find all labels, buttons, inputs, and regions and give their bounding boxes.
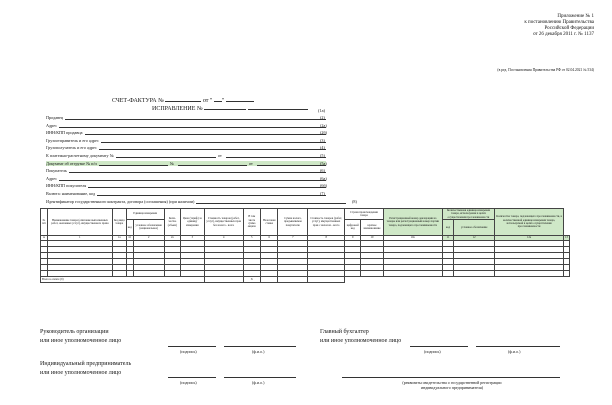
- field-line[interactable]: [97, 191, 326, 196]
- caption-sign-2: (подпись): [424, 349, 441, 354]
- field-line[interactable]: [196, 199, 346, 204]
- caption-fio-3: (ф.и.о.): [252, 380, 265, 385]
- head-label: Руководитель организации: [40, 329, 109, 335]
- th-origin: Страна происхождения товара: [345, 209, 384, 220]
- appendix-header: [524, 14, 594, 38]
- field-row: [46, 123, 326, 128]
- field-row: [46, 183, 326, 188]
- col-number: 2а: [164, 235, 180, 240]
- col-number: 10а: [383, 235, 442, 240]
- field-row: [46, 176, 326, 181]
- field-line[interactable]: [65, 115, 326, 120]
- col-number: 6: [260, 235, 278, 240]
- invoice-from: от ": [202, 98, 213, 104]
- field-label: Грузополучатель и его адрес: [46, 145, 97, 151]
- field-line[interactable]: [116, 153, 216, 158]
- th-rate: Налоговая ставка: [260, 209, 278, 236]
- th-unit-name: условное обозначение (национальное): [133, 219, 164, 235]
- cert-line2: индивидуального предпринимателя): [420, 385, 484, 390]
- correction-title: [152, 106, 308, 112]
- invoice-label: СЧЕТ-ФАКТУРА №: [112, 98, 164, 104]
- field-line[interactable]: [85, 130, 327, 135]
- field-code: (2а): [320, 122, 327, 128]
- col-number: 1б: [126, 235, 133, 240]
- th-price: Цена (тариф) за единицу измерения: [180, 209, 204, 236]
- col-number: 13: [565, 236, 568, 240]
- field-code: (5а): [320, 160, 327, 166]
- col-number: 4: [204, 235, 243, 240]
- entrepreneur-label: Индивидуальный предприниматель: [40, 361, 132, 367]
- col-number: 1: [47, 235, 112, 240]
- field-row: [46, 153, 326, 158]
- th-origin-name: краткое наименование: [361, 219, 384, 235]
- field-mid2: от: [249, 160, 253, 166]
- field-row: [46, 145, 326, 150]
- field-label: Адрес: [46, 175, 58, 181]
- accountant-label: Главный бухгалтер: [320, 329, 369, 335]
- field-row: [46, 191, 326, 196]
- appendix-line: Российской Федерации: [544, 26, 594, 31]
- col-number: 12: [454, 235, 495, 240]
- field-label: Адрес: [46, 122, 58, 128]
- th-customs: Регистрационный номер декларации на товары или регистрационный номер партии товара, подлежащего прослеживаемости: [383, 209, 442, 236]
- col-number: 11: [442, 235, 454, 240]
- th-trace-unit: Количественная единица измерения товара, используемая в целях осуществления прослеживаемости: [442, 209, 494, 220]
- th-trace-name: условное обозначение: [454, 219, 495, 235]
- caption-sign: (подпись): [180, 349, 197, 354]
- field-mid: №: [169, 160, 174, 166]
- field-label: ИНН/КПП продавца: [46, 130, 83, 136]
- field-line[interactable]: [178, 161, 247, 166]
- accountant-signature: [320, 328, 401, 346]
- field-line[interactable]: [99, 161, 168, 166]
- field-line[interactable]: [59, 123, 326, 128]
- edition-note: (в ред. Постановления Правительства РФ от 02.04.2021 № 534): [497, 68, 594, 72]
- field-label: Идентификатор государственного контракта, договора (соглашения) (при наличии): [46, 198, 195, 204]
- caption-fio-2: (ф.и.о.): [508, 349, 521, 354]
- field-code: (2б): [320, 130, 328, 136]
- field-row: [46, 115, 326, 120]
- field-line[interactable]: [69, 168, 326, 173]
- th-kind: Код вида товара: [112, 209, 126, 236]
- col-number: 5: [243, 235, 260, 240]
- th-trace-qty: Количество товара, подлежащего прослеживаемости, в количественной единице измерения товара, используемой в целях осуществления прослеживаемости: [495, 209, 564, 236]
- accountant-label2: или иное уполномоченное лицо: [320, 338, 402, 344]
- entrepreneur-label2: или иное уполномоченное лицо: [40, 370, 122, 376]
- th-trace-code: код: [442, 219, 454, 235]
- correction-label: ИСПРАВЛЕНИЕ №: [152, 106, 203, 112]
- th-cost-tax: Стоимость товаров (работ, услуг), имущественных прав с налогом - всего: [308, 209, 345, 236]
- field-code: (6б): [320, 183, 328, 189]
- appendix-line: Приложение № 1: [557, 14, 594, 19]
- field-line[interactable]: [99, 145, 326, 150]
- th-unit-code: код: [126, 219, 133, 235]
- th-cost: Стоимость товаров (работ, услуг), имущественных прав без налога - всего: [204, 209, 243, 236]
- field-code: (4): [320, 145, 325, 151]
- field-code: (6): [320, 168, 325, 174]
- col-number: 10: [361, 235, 384, 240]
- field-code: (6а): [320, 175, 327, 181]
- field-label: Грузоотправитель и его адрес: [46, 137, 99, 143]
- field-row: [46, 130, 326, 135]
- head-signature: [40, 328, 121, 346]
- th-name: Наименование товара (описание выполненных работ, оказанных услуг), имущественного права: [47, 209, 112, 236]
- field-row: [46, 161, 326, 166]
- th-num: № п/п: [41, 209, 48, 236]
- field-line[interactable]: [226, 153, 326, 158]
- field-label: ИНН/КПП покупателя: [46, 183, 87, 189]
- invoice-title: СЧЕТ-ФАКТУРА № от " ": [112, 98, 254, 104]
- field-code: (7): [320, 191, 325, 196]
- field-line[interactable]: [257, 161, 326, 166]
- th-qty: Коли-чество (объем): [164, 209, 180, 236]
- field-label: Покупатель: [46, 168, 67, 174]
- col-number: 12а: [495, 235, 564, 240]
- th-excise: В том числе сумма акциза: [243, 209, 260, 236]
- caption-sign-3: (подпись): [180, 380, 197, 385]
- appendix-line: от 26 декабря 2011 г. № 1137: [533, 32, 594, 37]
- correction-code: (1а): [318, 108, 326, 113]
- field-row: [46, 168, 326, 173]
- col-number: А: [41, 235, 48, 240]
- th-origin-code: цифровой код: [345, 219, 361, 235]
- col-number: 7: [278, 235, 308, 240]
- cert-caption: [372, 380, 532, 390]
- field-line[interactable]: [88, 183, 326, 188]
- th-tax: Сумма налога, предъявляемая покупателю: [278, 209, 308, 236]
- total-label: Всего к оплате (9): [41, 276, 205, 282]
- field-code: (3): [320, 137, 325, 143]
- col-number: 8: [308, 235, 345, 240]
- cert-line1: (реквизиты свидетельства о государственной регистрации: [402, 380, 502, 385]
- col-number: 2: [133, 235, 164, 240]
- caption-fio: (ф.и.о.): [252, 349, 265, 354]
- field-row: [46, 198, 357, 204]
- field-label: К платежно-расчетному документу №: [46, 153, 114, 158]
- field-line[interactable]: [101, 138, 326, 143]
- field-code: (5): [320, 153, 325, 158]
- th-unit: Единица измерения: [126, 209, 164, 220]
- field-label: Продавец: [46, 115, 64, 120]
- col-number: 9: [345, 235, 361, 240]
- field-row: [46, 138, 326, 143]
- field-label: Валюта: наименование, код: [46, 191, 96, 196]
- x-mark: Х: [243, 276, 260, 282]
- head-label2: или иное уполномоченное лицо: [40, 338, 122, 344]
- entrepreneur-signature: [40, 360, 131, 378]
- field-line[interactable]: [59, 176, 326, 181]
- field-code: (8): [352, 198, 357, 204]
- field-code: (2): [320, 115, 325, 120]
- invoice-table: [40, 208, 570, 283]
- col-number: 3: [180, 235, 204, 240]
- field-mid: от: [217, 153, 222, 158]
- appendix-line: к постановлению Правительства: [524, 20, 594, 25]
- field-label: Документ об отгрузке № п/п: [46, 160, 97, 166]
- col-number: 1а: [112, 235, 126, 240]
